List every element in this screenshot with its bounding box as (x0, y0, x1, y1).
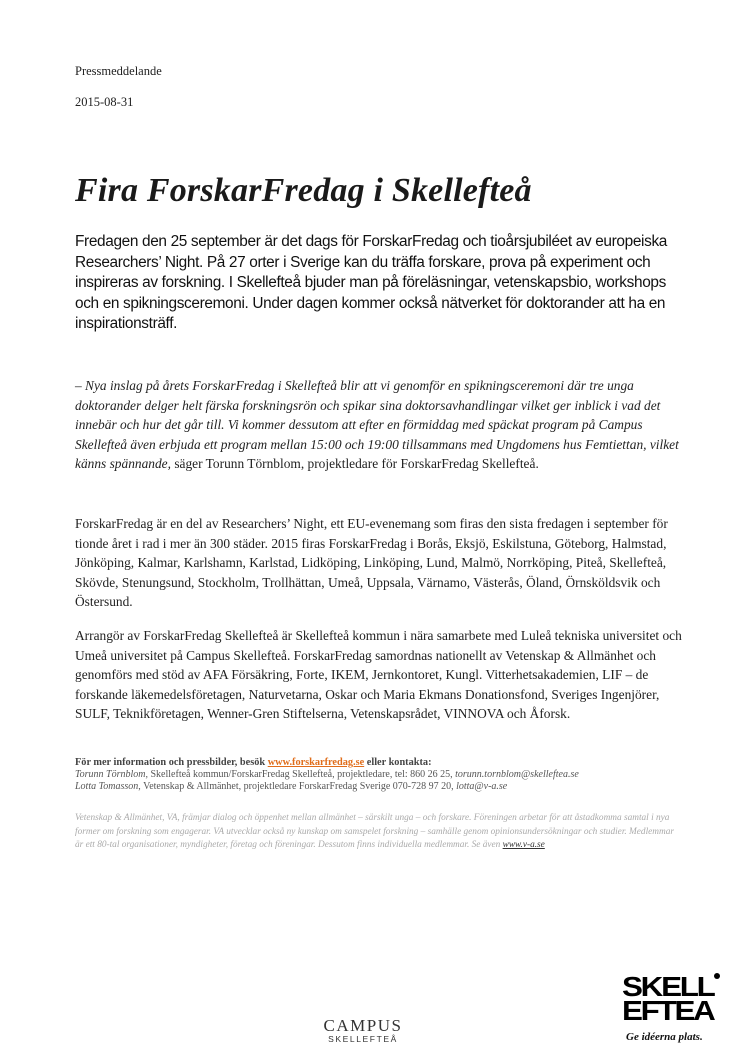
contact-line-2 (75, 781, 695, 793)
campus-skelleftea-logo (318, 1016, 408, 1044)
contact-block (75, 757, 695, 793)
document-type: Pressmeddelande (75, 64, 162, 78)
contact-line-1 (75, 769, 695, 781)
contact-name-2: Lotta Tomasson (75, 781, 139, 792)
skelleftea-tagline: Ge idéerna plats. (626, 1031, 703, 1043)
about-va-block (75, 812, 675, 853)
contact-intro: För mer information och pressbilder, besök (75, 757, 268, 768)
va-link[interactable]: www.v-a.se (502, 840, 545, 850)
quote-paragraph (75, 376, 695, 474)
campus-logo-main: CAMPUS (323, 1016, 403, 1035)
contact-email-2[interactable]: lotta@v-a.se (456, 781, 508, 792)
skelleftea-logo-line1: SKELL (622, 971, 714, 1002)
skelleftea-logo (622, 971, 722, 1043)
contact-heading (75, 757, 695, 769)
campus-logo-sub: SKELLEFTEÅ (328, 1034, 398, 1044)
contact-outro: eller kontakta: (364, 757, 432, 768)
page-title: Fira ForskarFredag i Skellefteå (75, 172, 532, 209)
contact-email-1[interactable]: torunn.tornblom@skelleftea.se (455, 769, 579, 780)
body-paragraph-cities: ForskarFredag är en del av Researchers’ Night, ett EU-evenemang som firas den sista fredagen i september för tionde året i rad i mer än 300 städer. 2015 firas ForskarFredag i Borås, Eksjö, Eskilstuna, Göteborg, Halmstad, Jönköping, Kalmar, Karlshamn, Karlstad, Lidköping, Linköping, Lund, Malmö, Norrköping, Piteå, Skellefteå, Skövde, Stenungsund, Stockholm, Trollhättan, Umeå, Uppsala, Värnamo, Västerås, Öland, Örnsköldsvik och Östersund. (75, 516, 668, 609)
release-date: 2015-08-31 (75, 95, 134, 109)
forskarfredag-link[interactable]: www.forskarfredag.se (267, 757, 365, 768)
lead-paragraph: Fredagen den 25 september är det dags för ForskarFredag och tioårsjubiléet av europeiska Researchers’ Night. På 27 orter i Sverige kan du träffa forskare, prova på experiment och inspireras av forskning. I Skellefteå bjuder man på föreläsningar, vetenskapsbio, workshops och en spikningsceremoni. Under dagen kommer också nätverket för doktorander att ha en inspirationsträff. (75, 233, 668, 332)
contact-name-1: Torunn Törnblom, (75, 769, 148, 780)
body-paragraph-organizers: Arrangör av ForskarFredag Skellefteå är Skellefteå kommun i nära samarbete med Luleå tekniska universitet och Umeå universitet på Campus Skellefteå. ForskarFredag samordnas nationellt av Vetenskap & Allmänhet och genomförs med stöd av AFA Försäkring, Forte, IKEM, Jernkontoret, Kungl. Vitterhetsakademien, LIF – de forskande läkemedelsföretagen, Naturvetarna, Oskar och Maria Ekmans Donationsfond, Sveriges Ingenjörer, SULF, Teknikföretagen, Wenner-Gren Stiftelserna, Vetenskapsrådet, VINNOVA och Åforsk. (75, 628, 682, 721)
quote-text: – Nya inslag på årets ForskarFredag i Skellefteå blir att vi genomför en spikningsceremoni där tre unga doktorander delger helt färska forskningsrön och spikar sina doktorsavhandlingar vilket ger inblick i vad det innebär och hur det går till. Vi kommer dessutom att efter en förmiddag med späckat program på Campus Skellefteå även erbjuda ett program mellan 15:00 och 19:00 tillsammans med Ungdomens hus Femtiettan, vilket känns spännande, (75, 378, 679, 471)
contact-details-2: , Vetenskap & Allmänhet, projektledare ForskarFredag Sverige 070-728 97 20, (138, 781, 457, 792)
contact-details-1: Skellefteå kommun/ForskarFredag Skellefteå, projektledare, tel: 860 26 25, (148, 769, 456, 780)
skelleftea-logo-line2: EFTEA (622, 995, 714, 1026)
about-va-text: Vetenskap & Allmänhet, VA, främjar dialog och öppenhet mellan allmänhet – särskilt unga – och forskare. Föreningen arbetar för att åstadkomma samtal i nya former om forskning som engagerar. VA utvecklar också ny kunskap om samspelet forskning – samhälle genom opinionsundersökningar och studier. Medlemmar är ett 80-tal organisationer, myndigheter, företag och föreningar. Dessutom finns individuella medlemmar. Se även (75, 813, 674, 850)
quote-attribution: säger Torunn Törnblom, projektledare för ForskarFredag Skellefteå. (170, 456, 539, 471)
